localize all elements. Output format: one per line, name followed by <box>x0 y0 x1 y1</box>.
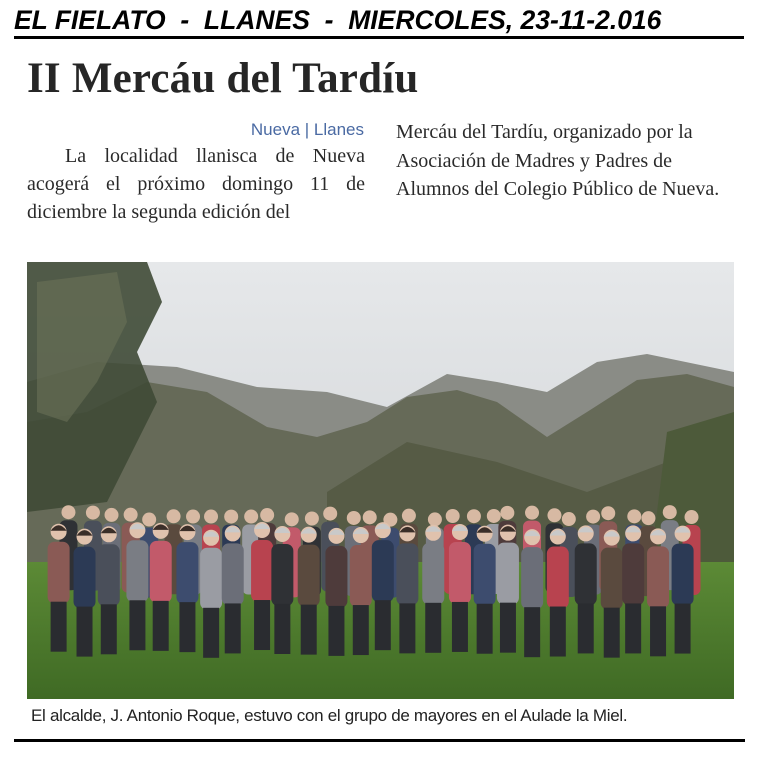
photo-caption: El alcalde, J. Antonio Roque, estuvo con el grupo de mayores en el Aulade la Miel. <box>31 706 628 725</box>
article-byline: Nueva | Llanes <box>250 120 364 139</box>
bottom-rule <box>14 739 745 742</box>
masthead-title: EL FIELATO - LLANES - MIERCOLES, 23-11-2.016 <box>14 5 662 35</box>
group-photo-illustration <box>27 262 734 699</box>
article-column-right <box>396 118 736 204</box>
masthead-underline <box>14 36 744 39</box>
article-paragraph-right: Mercáu del Tardíu, organizado por la Asociación de Madres y Padres de Alumnos del Colegio Público de Nueva. <box>396 121 720 200</box>
article-headline: II Mercáu del Tardíu <box>27 55 419 102</box>
group-photo <box>27 262 734 699</box>
article-column-left <box>27 118 365 226</box>
article-paragraph-left: La localidad llanisca de Nueva acogerá el próximo domingo 11 de diciembre la segunda edición del <box>27 145 365 223</box>
